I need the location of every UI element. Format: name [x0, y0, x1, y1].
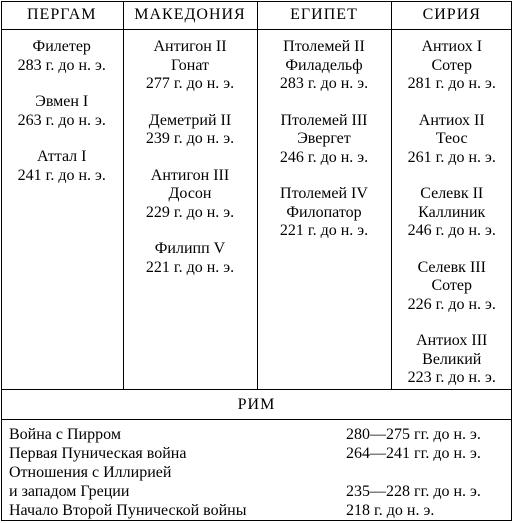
ruler-date: 221 г. до н. э. — [145, 258, 235, 276]
pergamon-rulers-column — [1, 30, 123, 390]
rome-event-row — [9, 425, 504, 444]
ruler-epithet: Филадельф — [285, 56, 363, 74]
ruler-date: 223 г. до н. э. — [407, 369, 496, 386]
ruler-epithet: Досон — [168, 185, 212, 202]
event-name: Война с Пирром — [9, 426, 121, 443]
ruler-date: 229 г. до н. э. — [145, 203, 235, 221]
ruler-epithet: Филопатор — [286, 203, 362, 221]
kingdom-header-macedonia: МАКЕДОНИЯ — [123, 1, 257, 30]
kingdoms-header-row — [1, 1, 512, 30]
ruler-name: Птолемей IV — [280, 185, 368, 202]
ruler-name: Деметрий II — [148, 111, 232, 129]
ruler-epithet: Сотер — [431, 277, 473, 294]
rulers-table — [1, 1, 512, 389]
rome-event-row — [9, 463, 504, 482]
rome-event-row — [9, 501, 504, 520]
ruler-name: Птолемей II — [283, 38, 365, 55]
rome-event-row — [9, 444, 504, 463]
ruler-date: 283 г. до н. э. — [279, 75, 369, 92]
ruler-entry — [392, 38, 513, 94]
rome-section-title: РИМ — [1, 389, 512, 420]
kingdom-header-syria: СИРИЯ — [391, 1, 512, 30]
ruler-entry — [124, 240, 257, 277]
ruler-date: 246 г. до н. э. — [279, 148, 369, 166]
event-name: Отношения с Иллирией — [9, 464, 172, 481]
ruler-name: Селевк II — [420, 185, 484, 202]
rome-events-list — [9, 425, 504, 520]
ruler-entry — [124, 167, 257, 223]
kingdom-header-pergamon: ПЕРГАМ — [1, 1, 123, 30]
ruler-date: 239 г. до н. э. — [145, 130, 235, 147]
rome-event-row — [9, 482, 504, 501]
ruler-name: Филетер — [32, 38, 91, 55]
ruler-epithet: Каллиник — [418, 203, 486, 221]
ruler-date: 261 г. до н. э. — [407, 148, 496, 166]
event-date: 280—275 гг. до н. э. — [346, 426, 481, 443]
ruler-name: Филипп V — [154, 240, 226, 257]
ruler-epithet: Великий — [422, 350, 482, 368]
ruler-entry — [392, 332, 513, 388]
kingdom-header-egypt: ЕГИПЕТ — [257, 1, 391, 30]
event-date: 264—241 гг. до н. э. — [346, 445, 481, 462]
ruler-name: Антиох II — [418, 111, 485, 129]
macedonia-rulers-column — [123, 30, 257, 390]
ruler-name: Птолемей III — [280, 111, 368, 129]
ruler-name: Эвмен I — [35, 93, 89, 110]
ruler-name: Антиох III — [416, 332, 488, 349]
ruler-entry — [124, 38, 257, 94]
ruler-name: Антигон III — [150, 166, 230, 184]
ruler-entry — [392, 185, 513, 241]
ruler-entry — [258, 112, 391, 168]
ruler-epithet: Эвергет — [297, 130, 351, 147]
ruler-epithet: Теос — [435, 130, 468, 147]
event-name: и западом Греции — [9, 483, 130, 500]
ruler-date: 246 г. до н. э. — [407, 222, 496, 239]
ruler-name: Антиох I — [421, 38, 483, 55]
ruler-date: 277 г. до н. э. — [145, 75, 235, 92]
event-name: Первая Пуническая война — [9, 445, 187, 462]
ruler-name: Антигон II — [153, 38, 227, 55]
ruler-epithet: Сотер — [431, 56, 473, 74]
ruler-epithet: Гонат — [170, 56, 210, 74]
ruler-name: Селевк III — [417, 258, 486, 276]
ruler-entry — [1, 38, 123, 75]
ruler-date: 283 г. до н. э. — [17, 56, 106, 74]
ruler-date: 263 г. до н. э. — [17, 111, 106, 129]
ruler-entry — [124, 112, 257, 149]
event-date: 218 г. до н. э. — [346, 502, 435, 519]
event-date: 235—228 гг. до н. э. — [346, 483, 481, 500]
ruler-entry — [258, 185, 391, 241]
ruler-name: Аттал I — [37, 148, 87, 165]
ruler-entry — [1, 93, 123, 130]
ruler-entry — [392, 112, 513, 168]
rulers-row — [1, 30, 512, 390]
ruler-date: 226 г. до н. э. — [407, 295, 496, 313]
ruler-entry — [392, 259, 513, 315]
ruler-date: 281 г. до н. э. — [407, 75, 496, 92]
egypt-rulers-column — [257, 30, 391, 390]
ruler-entry — [1, 148, 123, 185]
ruler-date: 221 г. до н. э. — [279, 222, 369, 239]
ruler-date: 241 г. до н. э. — [17, 166, 106, 184]
event-name: Начало Второй Пунической войны — [9, 502, 247, 519]
ruler-entry — [258, 38, 391, 94]
syria-rulers-column — [391, 30, 512, 390]
